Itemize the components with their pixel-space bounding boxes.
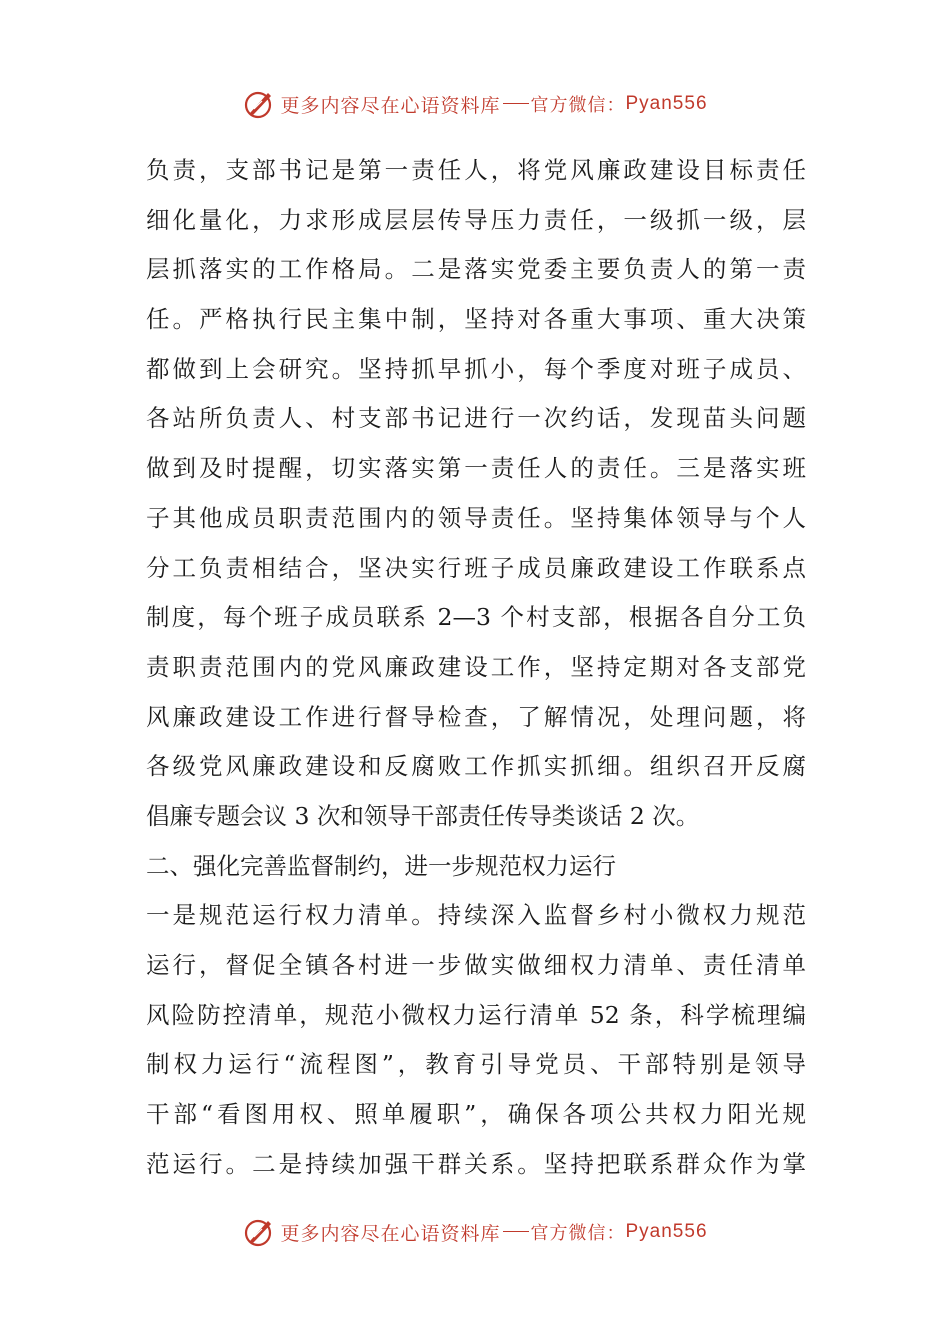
body-line: 细化量化，力求形成层层传导压力责任，一级抓一级，层	[146, 205, 806, 234]
body-line: 责职责范围内的党风廉政建设工作，坚持定期对各支部党	[146, 652, 806, 681]
body-line: 风险防控清单，规范小微权力运行清单 52 条，科学梳理编	[146, 1000, 806, 1029]
header-watermark	[0, 82, 950, 126]
body-line: 层抓落实的工作格局。二是落实党委主要负责人的第一责	[146, 255, 806, 284]
body-line: 做到及时提醒，切实落实第一责任人的责任。三是落实班	[146, 454, 806, 483]
watermark-wechat-label: 官方微信：	[530, 95, 626, 116]
watermark-wechat-id: Pyan556	[625, 1221, 708, 1242]
footer-watermark	[0, 1210, 950, 1254]
body-line: 制权力运行“流程图”，教育引导党员、干部特别是领导	[146, 1050, 806, 1079]
body-line: 制度，每个班子成员联系 2—3 个村支部，根据各自分工负	[146, 603, 806, 632]
body-line: 风廉政建设工作进行督导检查，了解情况，处理问题，将	[146, 702, 806, 731]
section-heading: 二、强化完善监督制约，进一步规范权力运行	[146, 851, 616, 880]
body-line: 运行，督促全镇各村进一步做实做细权力清单、责任清单	[146, 951, 806, 979]
body-line: 干部“看图用权、照单履职”，确保各项公共权力阳光规	[146, 1100, 806, 1129]
body-line: 都做到上会研究。坚持抓早抓小，每个季度对班子成员、	[146, 354, 806, 383]
body-line: 子其他成员职责范围内的领导责任。坚持集体领导与个人	[146, 503, 806, 532]
body-line-paragraph-end: 倡廉专题会议 3 次和领导干部责任传导类谈话 2 次。	[146, 801, 700, 830]
body-line: 各站所负责人、村支部书记进行一次约话，发现苗头问题	[146, 404, 806, 433]
watermark-separator	[503, 1231, 529, 1232]
watermark-brand: 更多内容尽在心语资料库	[280, 1222, 501, 1245]
watermark-wechat-label: 官方微信：	[530, 1223, 626, 1244]
quill-pen-circle-icon	[242, 1215, 276, 1249]
body-line: 范运行。二是持续加强干群关系。坚持把联系群众作为掌	[146, 1149, 806, 1178]
document-body	[146, 146, 806, 1189]
watermark-wechat-id: Pyan556	[625, 93, 708, 114]
body-line: 负责，支部书记是第一责任人，将党风廉政建设目标责任	[146, 156, 806, 184]
body-line: 各级党风廉政建设和反腐败工作抓实抓细。组织召开反腐	[146, 752, 806, 781]
body-line: 任。严格执行民主集中制，坚持对各重大事项、重大决策	[146, 305, 806, 334]
watermark-brand: 更多内容尽在心语资料库	[280, 94, 501, 117]
quill-pen-circle-icon	[242, 87, 276, 121]
body-line: 一是规范运行权力清单。持续深入监督乡村小微权力规范	[146, 901, 806, 930]
body-line: 分工负责相结合，坚决实行班子成员廉政建设工作联系点	[146, 553, 806, 582]
watermark-separator	[503, 103, 529, 104]
